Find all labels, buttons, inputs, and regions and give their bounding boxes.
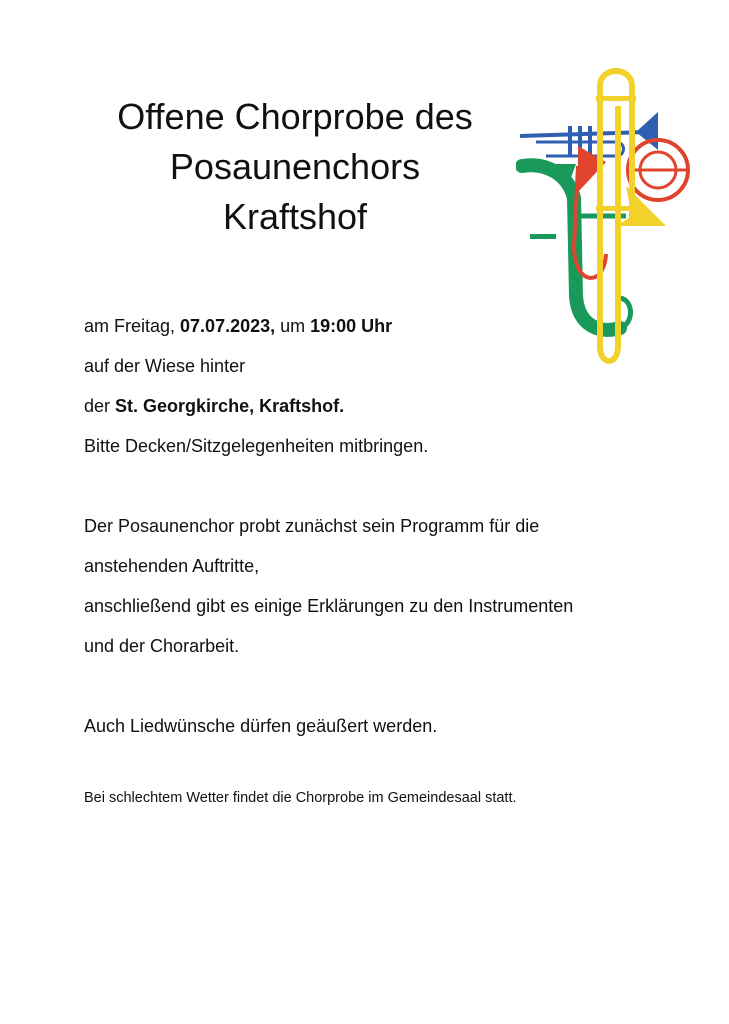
bring-note: Bitte Decken/Sitzgelegenheiten mitbringen. [84,436,429,456]
program-line-4: und der Chorarbeit. [84,636,240,656]
location-line-2 [84,386,704,426]
program-line-1: Der Posaunenchor probt zunächst sein Programm für die [84,516,540,536]
date-prefix: am Freitag, [84,316,181,336]
wishes-line: Auch Liedwünsche dürfen geäußert werden. [84,716,438,736]
title-line-2: Posaunenchors [169,146,421,187]
event-date: 07.07.2023, [180,316,276,336]
weather-note: Bei schlechtem Wetter findet die Chorprobe im Gemeindesaal statt. [84,790,517,806]
program-line-2: anstehenden Auftritte, [84,556,260,576]
spacer [84,466,704,506]
event-location: St. Georgkirche, Kraftshof. [115,396,345,416]
page-title [70,92,520,242]
title-line-1: Offene Chorprobe des [117,96,473,137]
location-line-1: auf der Wiese hinter [84,356,246,376]
title-line-3: Kraftshof [222,196,368,237]
program-line-3: anschließend gibt es einige Erklärungen zu den Instrumenten [84,596,574,616]
spacer [84,666,704,706]
time-prefix: um [275,316,311,336]
event-details [84,306,704,746]
location-prefix: der [84,396,116,416]
date-line [84,306,704,346]
event-time: 19:00 Uhr [310,316,393,336]
